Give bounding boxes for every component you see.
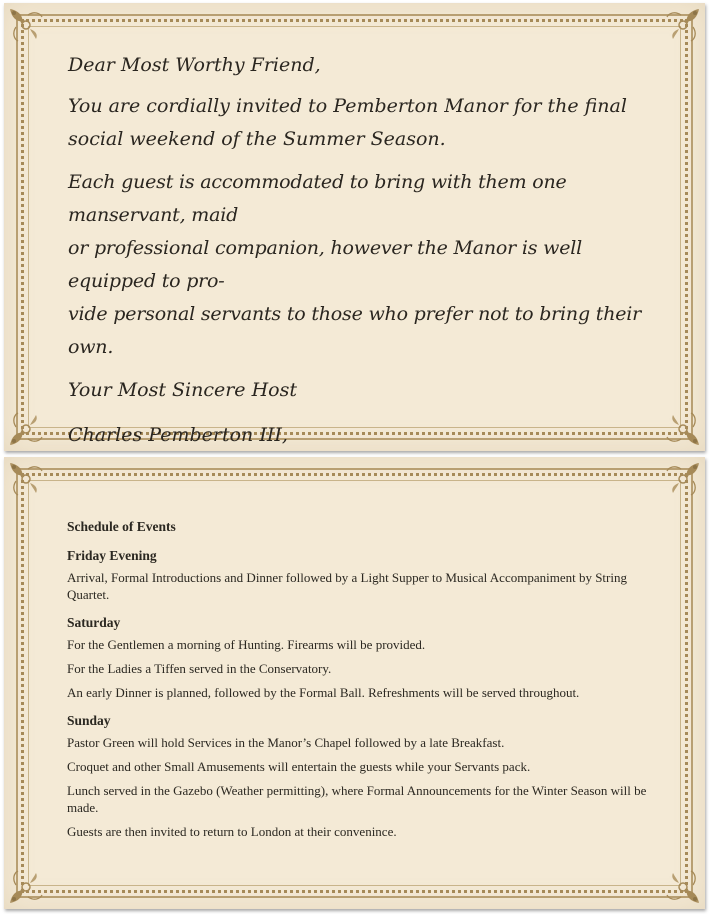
schedule-title: Schedule of Events bbox=[67, 519, 176, 534]
letter-paragraph-servants bbox=[68, 166, 648, 364]
event-item: Lunch served in the Gazebo (Weather permitting), where Formal Announcements for the Winter Season will be made. bbox=[67, 783, 647, 815]
schedule-day-friday bbox=[67, 547, 647, 603]
corner-ornament-icon bbox=[6, 867, 46, 907]
letter-greeting: Dear Most Worthy Friend, bbox=[68, 54, 321, 76]
corner-ornament-icon bbox=[6, 5, 46, 45]
day-heading: Friday Evening bbox=[67, 548, 157, 563]
corner-ornament-icon bbox=[663, 459, 703, 499]
invitation-card bbox=[4, 3, 705, 451]
event-item: Arrival, Formal Introductions and Dinner followed by a Light Supper to Musical Accompaniment by String Quartet. bbox=[67, 570, 627, 602]
event-item: For the Ladies a Tiffen served in the Conservatory. bbox=[67, 661, 332, 676]
corner-ornament-icon bbox=[663, 867, 703, 907]
corner-ornament-icon bbox=[663, 5, 703, 45]
letter-paragraph-servants-line: Each guest is accommodated to bring with them one manservant, maid bbox=[68, 171, 567, 226]
letter-paragraph-servants-line: or professional companion, however the Manor is well equipped to pro- bbox=[68, 237, 583, 292]
event-item: For the Gentlemen a morning of Hunting. Firearms will be provided. bbox=[67, 637, 426, 652]
event-item: Croquet and other Small Amusements will entertain the guests while your Servants pack. bbox=[67, 759, 531, 774]
event-item: Guests are then invited to return to London at their convenince. bbox=[67, 824, 397, 839]
letter-closing: Your Most Sincere Host bbox=[68, 379, 297, 401]
letter-paragraph-servants-line: vide personal servants to those who prefer not to bring their own. bbox=[68, 303, 642, 358]
letter-paragraph-invitation: You are cordially invited to Pemberton Manor for the final social weekend of the Summer Season. bbox=[68, 95, 627, 150]
schedule-day-saturday bbox=[67, 614, 647, 701]
corner-ornament-icon bbox=[663, 409, 703, 449]
corner-ornament-icon bbox=[6, 409, 46, 449]
letter-signature-name: Charles Pemberton III, bbox=[68, 424, 288, 446]
schedule-of-events bbox=[67, 518, 647, 851]
event-item: An early Dinner is planned, followed by the Formal Ball. Refreshments will be served throughout. bbox=[67, 685, 580, 700]
invitation-letter bbox=[68, 49, 648, 485]
corner-ornament-icon bbox=[6, 459, 46, 499]
schedule-day-sunday bbox=[67, 712, 647, 840]
schedule-card bbox=[4, 457, 705, 909]
event-item: Pastor Green will hold Services in the Manor’s Chapel followed by a late Breakfast. bbox=[67, 735, 505, 750]
day-heading: Saturday bbox=[67, 615, 121, 630]
day-heading: Sunday bbox=[67, 713, 111, 728]
